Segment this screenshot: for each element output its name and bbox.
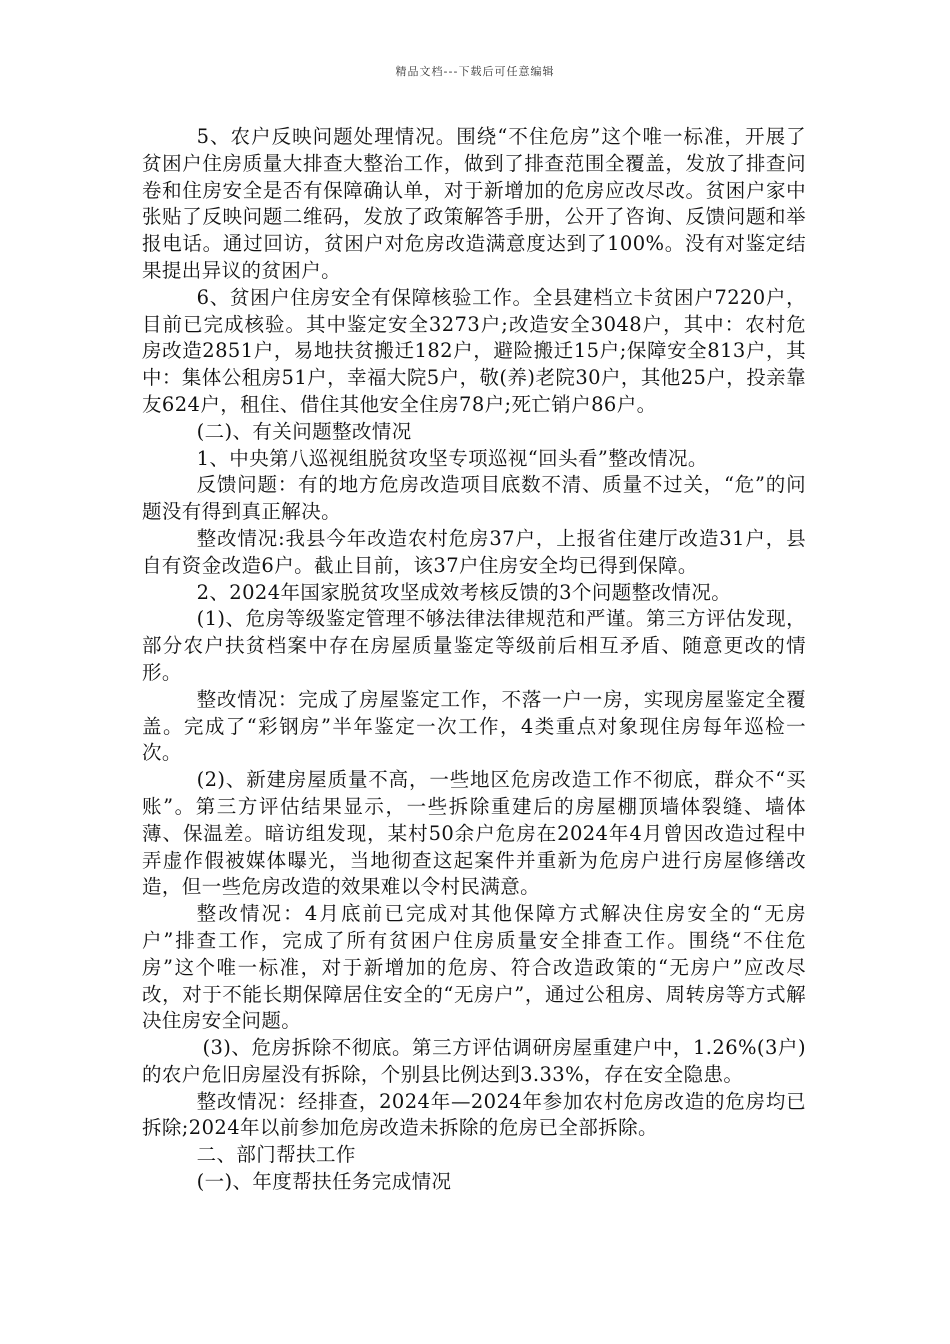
paragraph-item6-verification: 6、贫困户住房安全有保障核验工作。全县建档立卡贫困户7220户，目前已完成核验。其中鉴定安全3273户;改造安全3048户，其中：农村危房改造2851户，易地扶贫搬迁182户，避险搬迁15户;保障安全813户，其中：集体公租房51户，幸福大院5户，敬(养)老院30户，其他25户，投亲靠友624户，租住、借住其他安全住房78户;死亡销户86户。 bbox=[142, 285, 806, 416]
paragraph-assessment-issues: 2、2024年国家脱贫攻坚成效考核反馈的3个问题整改情况。 bbox=[196, 580, 732, 604]
document-body bbox=[142, 124, 806, 1196]
section-heading-rectification: (二)、有关问题整改情况 bbox=[196, 419, 412, 443]
subsection-heading-annual-tasks: (一)、年度帮扶任务完成情况 bbox=[196, 1170, 452, 1194]
paragraph-rectification-4: 整改情况：经排查，2024年—2024年参加农村危房改造的危房均已拆除;2024年以前参加危房改造未拆除的危房已全部拆除。 bbox=[142, 1089, 806, 1140]
paragraph-issue-1: (1)、危房等级鉴定管理不够法律法律规范和严谨。第三方评估发现，部分农户扶贫档案中存在房屋质量鉴定等级前后相互矛盾、随意更改的情形。 bbox=[142, 607, 806, 684]
section-heading-department-support: 二、部门帮扶工作 bbox=[196, 1143, 356, 1167]
paragraph-item5-feedback: 5、农户反映问题处理情况。围绕“不住危房”这个唯一标准，开展了贫困户住房质量大排查大整治工作，做到了排查范围全覆盖，发放了排查问卷和住房安全是否有保障确认单，对于新增加的危房应改尽改。贫困户家中张贴了反映问题二维码，发放了政策解答手册，公开了咨询、反馈问题和举报电话。通过回访，贫困户对危房改造满意度达到了100%。没有对鉴定结果提出异议的贫困户。 bbox=[142, 125, 806, 282]
paragraph-rectification-1: 整改情况:我县今年改造农村危房37户，上报省住建厅改造31户，县自有资金改造6户。截止目前，该37户住房安全均已得到保障。 bbox=[142, 526, 806, 577]
paragraph-rectification-2: 整改情况：完成了房屋鉴定工作，不落一户一房，实现房屋鉴定全覆盖。完成了“彩钢房”半年鉴定一次工作，4类重点对象现住房每年巡检一次。 bbox=[142, 687, 806, 765]
paragraph-issue-3: (3)、危房拆除不彻底。第三方评估调研房屋重建户中，1.26%(3户)的农户危旧房屋没有拆除，个别县比例达到3.33%，存在安全隐患。 bbox=[142, 1036, 806, 1086]
paragraph-rectification-3: 整改情况：4月底前已完成对其他保障方式解决住房安全的“无房户”排查工作，完成了所有贫困户住房质量安全排查工作。围绕“不住危房”这个唯一标准，对于新增加的危房、符合改造政策的“无房户”应改尽改，对于不能长期保障居住安全的“无房户”，通过公租房、周转房等方式解决住房安全问题。 bbox=[142, 902, 806, 1033]
paragraph-feedback-issue: 反馈问题：有的地方危房改造项目底数不清、质量不过关，“危”的问题没有得到真正解决。 bbox=[142, 473, 806, 524]
paragraph-central-inspection: 1、中央第八巡视组脱贫攻坚专项巡视“回头看”整改情况。 bbox=[196, 446, 708, 470]
page-header: 精品文档---下载后可任意编辑 bbox=[395, 65, 555, 78]
paragraph-issue-2: (2)、新建房屋质量不高，一些地区危房改造工作不彻底，群众不“买账”。第三方评估结果显示，一些拆除重建后的房屋棚顶墙体裂缝、墙体薄、保温差。暗访组发现，某村50余户危房在2024年4月曾因改造过程中弄虚作假被媒体曝光，当地彻查这起案件并重新为危房户进行房屋修缮改造，但一些危房改造的效果难以令村民满意。 bbox=[142, 768, 806, 899]
